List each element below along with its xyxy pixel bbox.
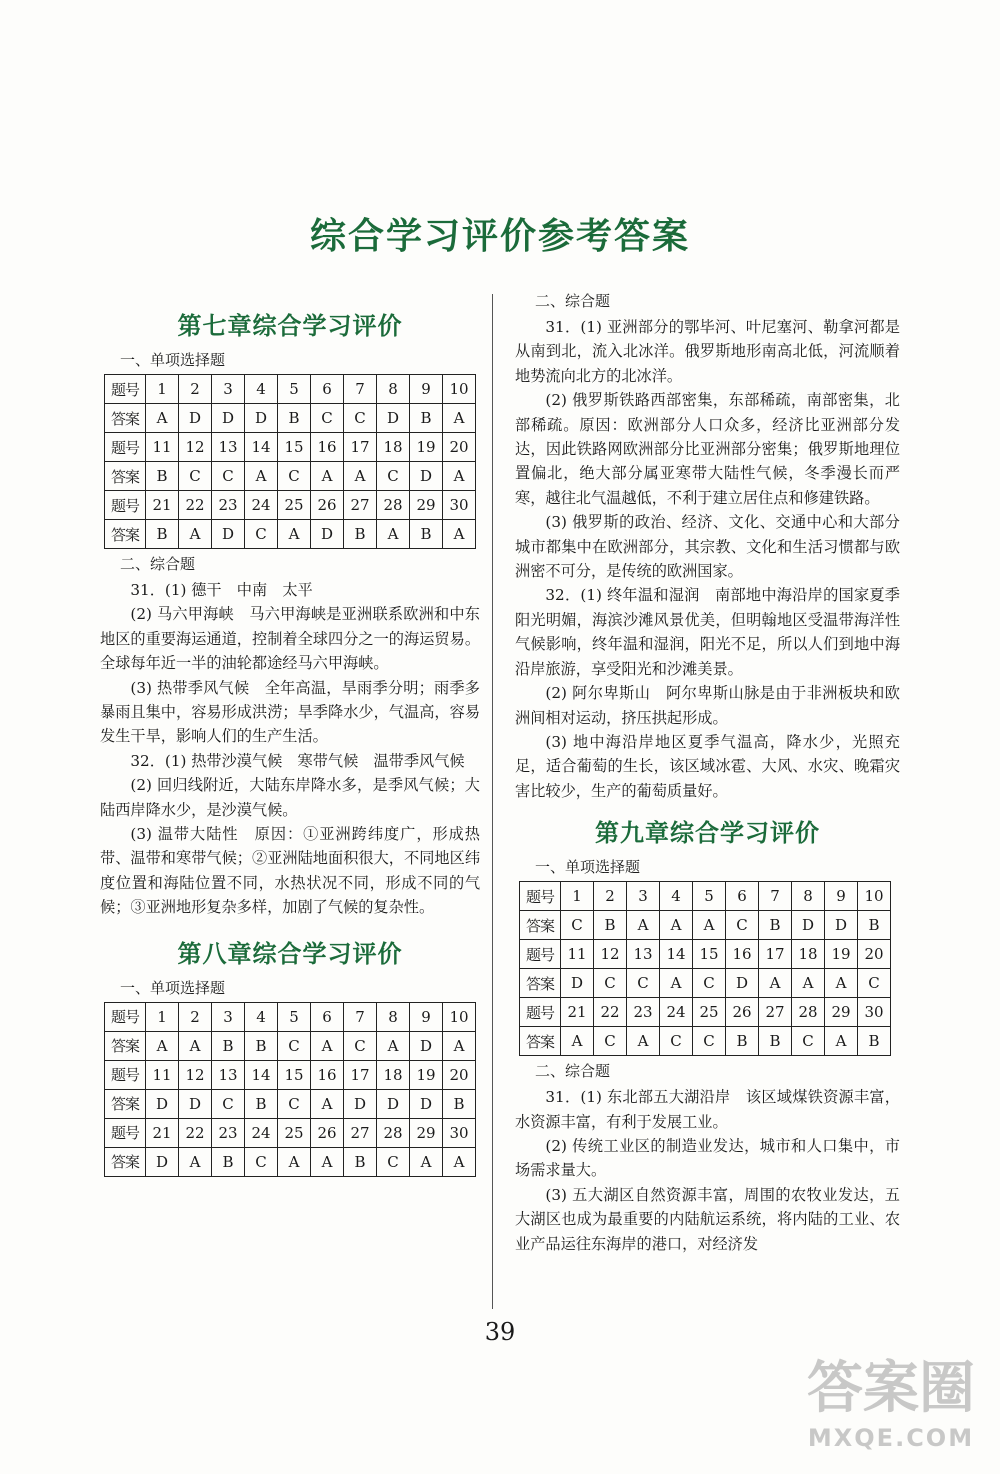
question-number-cell: 10 [443, 375, 476, 404]
question-number-cell: 4 [660, 882, 693, 911]
answer-cell: A [825, 1027, 858, 1056]
answer-cell: B [410, 520, 443, 549]
question-number-cell: 1 [146, 1002, 179, 1031]
answer-paragraph: 31．(1) 亚洲部分的鄂毕河、叶尼塞河、勒拿河都是从南到北，流入北冰洋。俄罗斯地形南高北低，河流顺着地势流向北方的北冰洋。 [515, 318, 900, 385]
answer-cell: A [377, 1031, 410, 1060]
question-number-cell: 15 [278, 1060, 311, 1089]
answer-cell: A [693, 911, 726, 940]
answer-cell: C [627, 969, 660, 998]
chapter-8-answer-table [104, 1002, 476, 1177]
answer-cell: D [146, 1147, 179, 1176]
answer-cell: B [212, 1031, 245, 1060]
answer-cell: A [825, 969, 858, 998]
answer-cell: B [759, 1027, 792, 1056]
answer-paragraph: 31．(1) 德干 中南 太平 [130, 581, 313, 599]
question-number-cell: 13 [212, 433, 245, 462]
answer-cell: B [759, 911, 792, 940]
answer-paragraph: 31．(1) 东北部五大湖沿岸 该区域煤铁资源丰富，水资源丰富，有利于发展工业。 [515, 1088, 900, 1131]
watermark-logo [806, 1354, 976, 1464]
answer-cell: D [245, 404, 278, 433]
question-number-cell: 29 [410, 1118, 443, 1147]
question-number-cell: 22 [179, 1118, 212, 1147]
question-number-cell: 26 [311, 1118, 344, 1147]
chapter-9-section-1: 一、单项选择题 [535, 858, 641, 877]
answer-cell: C [594, 969, 627, 998]
right-column [515, 286, 900, 1256]
question-number-cell: 17 [759, 940, 792, 969]
question-number-cell: 1 [561, 882, 594, 911]
question-number-cell: 2 [594, 882, 627, 911]
question-number-row [105, 1118, 476, 1147]
question-number-cell: 18 [377, 433, 410, 462]
row-header-cell: 题号 [105, 375, 146, 404]
answer-paragraph: (2) 回归线附近，大陆东岸降水多，是季风气候；大陆西岸降水少，是沙漠气候。 [100, 776, 480, 819]
answer-row [520, 911, 891, 940]
answer-cell: C [212, 1089, 245, 1118]
question-number-cell: 30 [443, 491, 476, 520]
question-number-cell: 10 [858, 882, 891, 911]
row-header-cell: 答案 [105, 1147, 146, 1176]
answer-cell: A [792, 969, 825, 998]
chapter-7-title: 第七章综合学习评价 [177, 311, 403, 340]
page-number: 39 [484, 1318, 516, 1346]
question-number-cell: 6 [311, 375, 344, 404]
answer-cell: C [726, 911, 759, 940]
question-number-cell: 11 [146, 433, 179, 462]
left-column [100, 300, 480, 1181]
question-number-row [105, 491, 476, 520]
question-number-cell: 13 [212, 1060, 245, 1089]
answer-cell: A [179, 1031, 212, 1060]
chapter-8-section-1: 一、单项选择题 [120, 978, 226, 997]
answer-cell: B [245, 1089, 278, 1118]
answer-row [105, 1031, 476, 1060]
question-number-cell: 21 [146, 491, 179, 520]
row-header-cell: 题号 [520, 940, 561, 969]
answer-cell: A [627, 1027, 660, 1056]
answer-cell: A [660, 911, 693, 940]
answer-cell: A [278, 520, 311, 549]
chapter-9-section-2: 二、综合题 [535, 1062, 611, 1081]
row-header-cell: 答案 [105, 1089, 146, 1118]
chapter-9-answer-table [519, 881, 891, 1056]
question-number-cell: 19 [410, 433, 443, 462]
question-number-cell: 8 [377, 375, 410, 404]
question-number-cell: 6 [726, 882, 759, 911]
answer-cell: A [179, 520, 212, 549]
question-number-cell: 3 [627, 882, 660, 911]
question-number-cell: 3 [212, 375, 245, 404]
answer-cell: B [344, 1147, 377, 1176]
answer-cell: A [443, 1031, 476, 1060]
answer-cell: D [377, 404, 410, 433]
answer-cell: C [212, 462, 245, 491]
row-header-cell: 题号 [520, 882, 561, 911]
question-number-cell: 7 [344, 1002, 377, 1031]
chapter-8-title: 第八章综合学习评价 [177, 938, 403, 968]
answer-cell: D [410, 1089, 443, 1118]
answer-cell: D [726, 969, 759, 998]
question-number-row [105, 1060, 476, 1089]
answer-cell: C [245, 1147, 278, 1176]
question-number-cell: 26 [726, 998, 759, 1027]
question-number-cell: 4 [245, 375, 278, 404]
column-divider [492, 294, 493, 1309]
question-number-cell: 3 [212, 1002, 245, 1031]
question-number-cell: 23 [212, 491, 245, 520]
answer-cell: B [410, 404, 443, 433]
answer-cell: C [377, 1147, 410, 1176]
answer-cell: A [627, 911, 660, 940]
answer-cell: B [146, 520, 179, 549]
answer-cell: A [443, 404, 476, 433]
row-header-cell: 答案 [520, 1027, 561, 1056]
answer-cell: C [594, 1027, 627, 1056]
answer-cell: A [410, 1147, 443, 1176]
question-number-cell: 9 [825, 882, 858, 911]
question-number-cell: 24 [245, 491, 278, 520]
answer-cell: A [443, 1147, 476, 1176]
answer-cell: A [311, 1031, 344, 1060]
chapter-7-answer-table [104, 374, 476, 549]
question-number-cell: 2 [179, 375, 212, 404]
question-number-cell: 15 [693, 940, 726, 969]
question-number-cell: 7 [344, 375, 377, 404]
question-number-row [520, 998, 891, 1027]
answer-cell: B [344, 520, 377, 549]
answer-cell: C [858, 969, 891, 998]
answer-cell: C [344, 404, 377, 433]
question-number-cell: 8 [377, 1002, 410, 1031]
answer-paragraph: (3) 地中海沿岸地区夏季气温高，降水少，光照充足，适合葡萄的生长，该区域冰雹、大风、水灾、晚霜灾害比较少，生产的葡萄质量好。 [515, 732, 900, 800]
answer-paragraph: 32．(1) 热带沙漠气候 寒带气候 温带季风气候 [130, 751, 465, 770]
answer-cell: C [245, 520, 278, 549]
answer-cell: A [245, 462, 278, 491]
question-number-cell: 11 [146, 1060, 179, 1089]
chapter-7-answers [100, 578, 480, 920]
answer-cell: D [410, 462, 443, 491]
row-header-cell: 题号 [105, 433, 146, 462]
question-number-cell: 24 [660, 998, 693, 1027]
question-number-cell: 7 [759, 882, 792, 911]
question-number-cell: 25 [278, 491, 311, 520]
question-number-cell: 19 [825, 940, 858, 969]
row-header-cell: 答案 [520, 969, 561, 998]
question-number-row [105, 433, 476, 462]
answer-cell: A [179, 1147, 212, 1176]
answer-paragraph: 32．(1) 终年温和湿润 南部地中海沿岸的国家夏季阳光明媚，海滨沙滩风景优美，但明翰地区受温带海洋性气候影响，终年温和湿润，阳光不足，所以人们到地中海沿岸旅游，享受阳光和沙滩美景。 [515, 586, 900, 678]
row-header-cell: 答案 [105, 404, 146, 433]
chapter-7-section-1: 一、单项选择题 [120, 351, 226, 369]
answer-cell: B [278, 404, 311, 433]
question-number-cell: 26 [311, 491, 344, 520]
answer-row [105, 462, 476, 491]
question-number-cell: 23 [627, 998, 660, 1027]
question-number-cell: 29 [410, 491, 443, 520]
answer-cell: C [278, 1089, 311, 1118]
answer-cell: D [311, 520, 344, 549]
question-number-cell: 5 [693, 882, 726, 911]
question-number-cell: 14 [245, 433, 278, 462]
row-header-cell: 答案 [105, 462, 146, 491]
question-number-cell: 15 [278, 433, 311, 462]
answer-row [105, 1089, 476, 1118]
answer-cell: C [792, 1027, 825, 1056]
question-number-cell: 28 [377, 1118, 410, 1147]
question-number-cell: 12 [179, 1060, 212, 1089]
question-number-cell: 20 [443, 433, 476, 462]
answer-cell: A [443, 520, 476, 549]
question-number-cell: 1 [146, 375, 179, 404]
answer-cell: C [311, 404, 344, 433]
answer-cell: D [410, 1031, 443, 1060]
answer-cell: A [311, 1089, 344, 1118]
chapter-8-answers [515, 315, 900, 803]
question-number-cell: 8 [792, 882, 825, 911]
answer-paragraph: (2) 马六甲海峡 马六甲海峡是亚洲联系欧洲和中东地区的重要海运通道，控制着全球四分之一的海运贸易。全球每年近一半的油轮都途经马六甲海峡。 [100, 605, 480, 673]
answer-cell: C [278, 1031, 311, 1060]
question-number-cell: 9 [410, 1002, 443, 1031]
answer-cell: A [311, 1147, 344, 1176]
answer-cell: A [311, 462, 344, 491]
answer-cell: B [245, 1031, 278, 1060]
answer-cell: D [825, 911, 858, 940]
answer-cell: D [377, 1089, 410, 1118]
answer-paragraph: (3) 热带季风气候 全年高温，旱雨季分明；雨季多暴雨且集中，容易形成洪涝；旱季降水少，气温高，容易发生干旱，影响人们的生产生活。 [100, 678, 480, 746]
question-number-cell: 27 [344, 491, 377, 520]
question-number-cell: 27 [759, 998, 792, 1027]
question-number-row [520, 882, 891, 911]
question-number-cell: 12 [179, 433, 212, 462]
row-header-cell: 题号 [105, 1118, 146, 1147]
row-header-cell: 答案 [105, 1031, 146, 1060]
answer-cell: D [344, 1089, 377, 1118]
answer-row [105, 520, 476, 549]
answer-cell: B [858, 911, 891, 940]
answer-cell: A [377, 520, 410, 549]
question-number-cell: 28 [377, 491, 410, 520]
question-number-cell: 30 [858, 998, 891, 1027]
question-number-cell: 13 [627, 940, 660, 969]
question-number-cell: 6 [311, 1002, 344, 1031]
answer-cell: B [212, 1147, 245, 1176]
answer-cell: D [179, 1089, 212, 1118]
question-number-row [105, 375, 476, 404]
chapter-9-title: 第九章综合学习评价 [595, 818, 820, 848]
answer-cell: C [660, 1027, 693, 1056]
answer-row [105, 1147, 476, 1176]
chapter-7-section-2: 二、综合题 [120, 555, 196, 573]
answer-cell: C [344, 1031, 377, 1060]
answer-paragraph: (3) 俄罗斯的政治、经济、文化、交通中心和大部分城市都集中在欧洲部分，其宗教、文化和生活习惯都与欧洲密不可分，是传统的欧洲国家。 [515, 513, 900, 581]
answer-cell: A [146, 1031, 179, 1060]
page-title: 综合学习评价参考答案 [309, 216, 690, 257]
answer-cell: D [146, 1089, 179, 1118]
row-header-cell: 答案 [105, 520, 146, 549]
question-number-row [520, 940, 891, 969]
question-number-cell: 16 [726, 940, 759, 969]
answer-cell: C [278, 462, 311, 491]
answer-paragraph: (2) 阿尔卑斯山 阿尔卑斯山脉是由于非洲板块和欧洲间相对运动，挤压拱起形成。 [515, 684, 900, 727]
question-number-cell: 23 [212, 1118, 245, 1147]
answer-cell: D [179, 404, 212, 433]
answer-cell: A [443, 462, 476, 491]
row-header-cell: 答案 [520, 911, 561, 940]
question-number-cell: 19 [410, 1060, 443, 1089]
question-number-cell: 25 [278, 1118, 311, 1147]
answer-cell: A [146, 404, 179, 433]
question-number-cell: 4 [245, 1002, 278, 1031]
question-number-cell: 10 [443, 1002, 476, 1031]
answer-row [105, 404, 476, 433]
answer-cell: C [693, 969, 726, 998]
answer-row [520, 1027, 891, 1056]
answer-row [520, 969, 891, 998]
answer-cell: A [759, 969, 792, 998]
answer-cell: B [443, 1089, 476, 1118]
answer-paragraph: (2) 传统工业区的制造业发达，城市和人口集中，市场需求量大。 [515, 1136, 900, 1180]
question-number-cell: 21 [561, 998, 594, 1027]
question-number-cell: 2 [179, 1002, 212, 1031]
answer-cell: D [212, 404, 245, 433]
question-number-cell: 29 [825, 998, 858, 1027]
row-header-cell: 题号 [105, 491, 146, 520]
answer-cell: C [179, 462, 212, 491]
answer-cell: C [561, 911, 594, 940]
question-number-cell: 5 [278, 375, 311, 404]
question-number-cell: 28 [792, 998, 825, 1027]
answer-cell: A [278, 1147, 311, 1176]
question-number-cell: 20 [858, 940, 891, 969]
question-number-cell: 24 [245, 1118, 278, 1147]
question-number-cell: 16 [311, 433, 344, 462]
chapter-9-answers [515, 1085, 900, 1256]
answer-cell: D [212, 520, 245, 549]
answer-cell: D [561, 969, 594, 998]
answer-paragraph: (2) 俄罗斯铁路西部密集，东部稀疏，南部密集，北部稀疏。原因：欧洲部分人口众多，经济比亚洲部分发达，因此铁路网欧洲部分比亚洲部分密集；俄罗斯地理位置偏北，绝大部分属亚寒带大陆性气候，冬季漫长而严寒，越往北气温越低，不利于建立居住点和修建铁路。 [515, 391, 900, 507]
answer-cell: C [693, 1027, 726, 1056]
row-header-cell: 题号 [520, 998, 561, 1027]
question-number-cell: 22 [179, 491, 212, 520]
answer-cell: B [858, 1027, 891, 1056]
answer-cell: B [726, 1027, 759, 1056]
answer-cell: A [660, 969, 693, 998]
question-number-cell: 5 [278, 1002, 311, 1031]
question-number-cell: 16 [311, 1060, 344, 1089]
question-number-cell: 14 [245, 1060, 278, 1089]
question-number-cell: 17 [344, 433, 377, 462]
question-number-cell: 25 [693, 998, 726, 1027]
question-number-cell: 30 [443, 1118, 476, 1147]
answer-cell: C [377, 462, 410, 491]
question-number-cell: 14 [660, 940, 693, 969]
answer-cell: B [146, 462, 179, 491]
question-number-cell: 18 [792, 940, 825, 969]
answer-paragraph: (3) 温带大陆性 原因：①亚洲跨纬度广，形成热带、温带和寒带气候；②亚洲陆地面积很大，不同地区纬度位置和海陆位置不同，水热状况不同，形成不同的气候；③亚洲地形复杂多样，加剧了气候的复杂性。 [100, 825, 480, 917]
answer-cell: D [792, 911, 825, 940]
question-number-cell: 22 [594, 998, 627, 1027]
question-number-cell: 20 [443, 1060, 476, 1089]
answer-cell: B [594, 911, 627, 940]
answer-cell: A [561, 1027, 594, 1056]
watermark-text: 答案圈 [807, 1356, 975, 1421]
question-number-cell: 21 [146, 1118, 179, 1147]
row-header-cell: 题号 [105, 1002, 146, 1031]
answer-cell: A [344, 462, 377, 491]
question-number-cell: 9 [410, 375, 443, 404]
answer-paragraph: (3) 五大湖区自然资源丰富，周围的农牧业发达，五大湖区也成为最重要的内陆航运系统，将内陆的工业、农业产品运往东海岸的港口，对经济发 [515, 1185, 900, 1253]
question-number-cell: 18 [377, 1060, 410, 1089]
row-header-cell: 题号 [105, 1060, 146, 1089]
question-number-row [105, 1002, 476, 1031]
question-number-cell: 11 [561, 940, 594, 969]
watermark-url: MXQE.COM [807, 1424, 975, 1452]
chapter-8-section-2: 二、综合题 [535, 292, 611, 310]
question-number-cell: 17 [344, 1060, 377, 1089]
question-number-cell: 12 [594, 940, 627, 969]
question-number-cell: 27 [344, 1118, 377, 1147]
